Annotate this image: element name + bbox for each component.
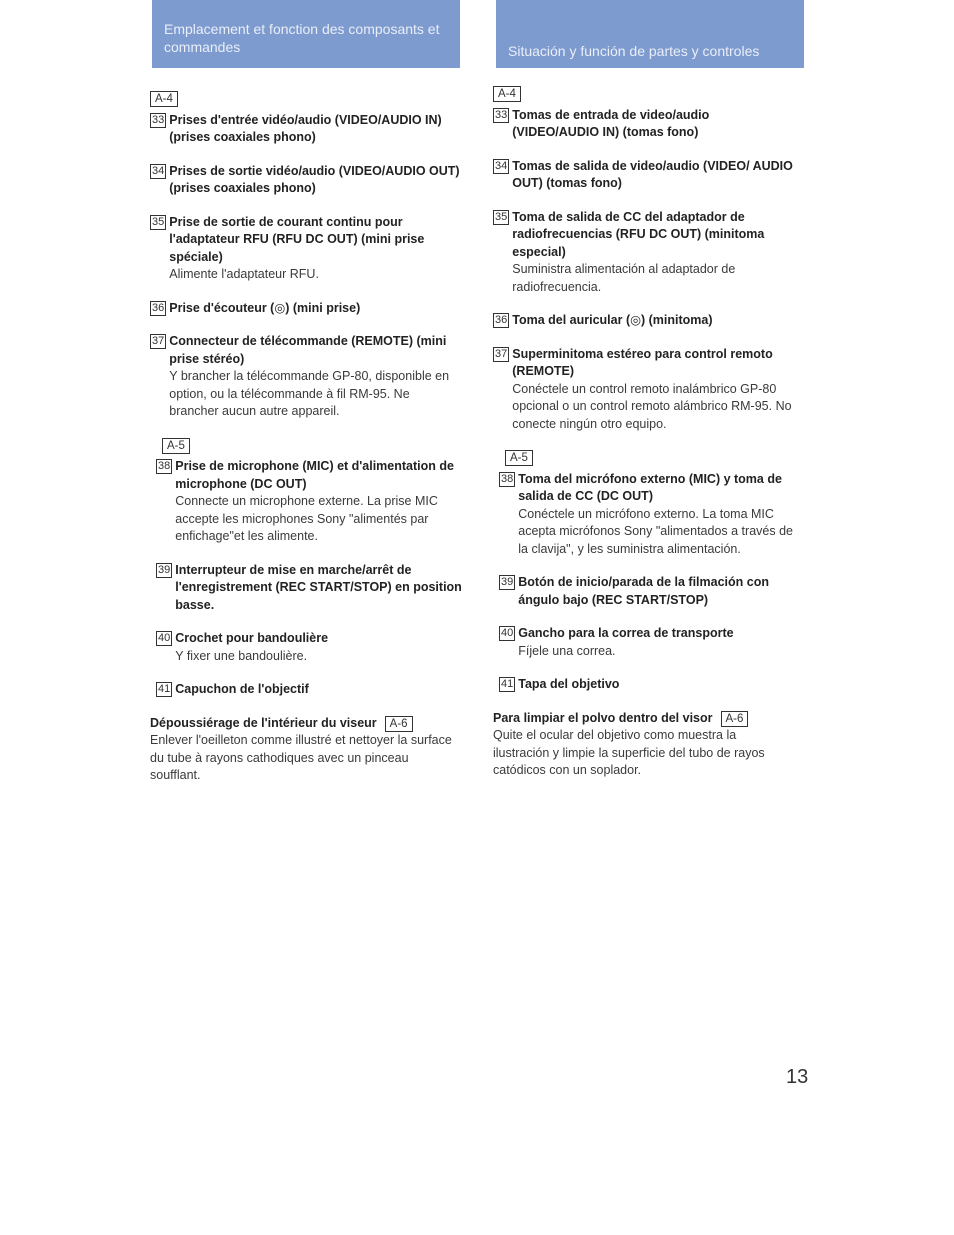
list-item	[493, 312, 795, 330]
item-text	[512, 209, 795, 297]
figure-ref-box: A-4	[493, 86, 521, 102]
list-item	[156, 681, 462, 699]
item-number: 36	[495, 314, 508, 326]
item-description: Y fixer une bandoulière.	[175, 648, 308, 663]
item-text	[175, 681, 462, 699]
item-number: 34	[152, 164, 165, 177]
page-number: 13	[786, 1066, 809, 1088]
item-number: 35	[495, 210, 508, 223]
note-body: Quite el ocular del objetivo como muestra la ilustración y limpie la superficie del tubo de rayos catódicos con un soplador.	[493, 728, 765, 777]
item-text	[512, 107, 795, 142]
header-title-french: Emplacement et fonction des composants et commandes	[164, 21, 440, 55]
note-title	[150, 715, 462, 733]
note-title-text: Dépoussiérage de l'intérieur du viseur	[150, 715, 377, 730]
note-body: Enlever l'oeilleton comme illustré et nettoyer la surface du tube à rayons cathodiques avec un pinceau soufflant.	[150, 733, 452, 782]
item-title: Interrupteur de mise en marche/arrêt de l'enregistrement (REC START/STOP) en position basse.	[175, 562, 462, 612]
note-block	[493, 710, 795, 780]
item-number: 36	[152, 301, 165, 314]
item-title: Toma del micrófono externo (MIC) y toma de salida de CC (DC OUT)	[518, 471, 782, 503]
item-text	[512, 312, 795, 330]
item-number: 38	[501, 472, 514, 485]
list-item	[156, 562, 462, 615]
item-text	[169, 300, 462, 318]
item-number: 38	[158, 460, 171, 472]
item-number: 35	[152, 215, 165, 228]
header-banner-french	[152, 0, 460, 68]
item-text	[169, 214, 462, 284]
item-description: Y brancher la télécommande GP-80, disponible en option, ou la télécommande à fil RM-95. Ne brancher aucun autre appareil.	[169, 369, 450, 418]
item-number: 41	[501, 678, 514, 690]
section-ref	[162, 437, 462, 455]
list-item	[150, 163, 462, 198]
item-description: Alimente l'adaptateur RFU.	[169, 267, 319, 281]
item-text	[175, 458, 462, 546]
item-title: Prise de microphone (MIC) et d'alimentation de microphone (DC OUT)	[175, 459, 454, 491]
item-title: Superminitoma estéreo para control remoto (REMOTE)	[512, 346, 773, 378]
item-title: Crochet pour bandoulière	[175, 631, 329, 645]
item-text	[512, 158, 795, 193]
figure-ref-box: A-5	[505, 450, 533, 466]
item-title: Prise d'écouteur (◎) (mini prise)	[169, 300, 361, 315]
item-description: Conéctele un control remoto inalámbrico GP-80 opcional o un control remoto alámbrico RM-95. No conecte ningún otro equipo.	[512, 381, 792, 431]
list-item	[150, 300, 462, 318]
item-text	[512, 346, 795, 434]
item-description: Conéctele un micrófono externo. La toma MIC acepta micrófonos Sony "alimentados a través de la clavija", y les suministra alimentación.	[518, 506, 793, 556]
item-text	[518, 676, 795, 694]
figure-ref-box: A-6	[721, 711, 749, 727]
item-title: Capuchon de l'objectif	[175, 682, 309, 696]
list-item	[499, 471, 795, 559]
item-number: 40	[501, 627, 514, 639]
figure-ref-box: A-4	[150, 91, 178, 107]
list-item	[499, 625, 795, 660]
list-item	[156, 630, 462, 665]
note-block	[150, 715, 462, 785]
note-title-text: Para limpiar el polvo dentro del visor	[493, 710, 713, 725]
item-text	[175, 562, 462, 615]
item-text	[175, 630, 462, 665]
spanish-column	[493, 85, 795, 780]
item-description: Suministra alimentación al adaptador de radiofrecuencia.	[512, 262, 736, 294]
header-title-spanish: Situación y función de partes y controles	[508, 43, 760, 59]
item-title: Tomas de salida de video/audio (VIDEO/ AUDIO OUT) (tomas fono)	[512, 158, 793, 190]
item-number: 34	[495, 159, 508, 172]
item-number: 41	[158, 683, 171, 695]
item-title: Connecteur de télécommande (REMOTE) (mini prise stéréo)	[169, 334, 447, 366]
item-title: Tomas de entrada de video/audio (VIDEO/AUDIO IN) (tomas fono)	[512, 107, 710, 139]
item-number: 39	[158, 563, 171, 576]
list-item	[493, 346, 795, 434]
list-item	[499, 574, 795, 609]
item-title: Prise de sortie de courant continu pour l'adaptateur RFU (RFU DC OUT) (mini prise spéciale)	[169, 214, 425, 264]
list-item	[493, 209, 795, 297]
list-item	[493, 158, 795, 193]
list-item	[493, 107, 795, 142]
item-title: Gancho para la correa de transporte	[518, 626, 734, 640]
figure-ref-box: A-6	[385, 716, 413, 732]
item-text	[518, 574, 795, 609]
item-title: Prises d'entrée vidéo/audio (VIDEO/AUDIO IN) (prises coaxiales phono)	[169, 112, 442, 144]
note-title	[493, 710, 795, 728]
item-description: Connecte un microphone externe. La prise MIC accepte les microphones Sony "alimentés par enfichage"et les alimente.	[175, 494, 438, 543]
item-number: 33	[152, 113, 165, 126]
section-ref	[505, 449, 795, 467]
item-description: Fíjele una correa.	[518, 643, 616, 658]
list-item	[150, 214, 462, 284]
header-banner-spanish	[496, 0, 804, 68]
item-text	[169, 163, 462, 198]
item-number: 40	[158, 632, 171, 644]
item-number: 37	[495, 347, 508, 360]
list-item	[150, 112, 462, 147]
french-column	[150, 90, 462, 785]
item-text	[518, 625, 795, 660]
item-text	[169, 112, 462, 147]
item-text	[518, 471, 795, 559]
list-item	[156, 458, 462, 546]
item-title: Toma de salida de CC del adaptador de radiofrecuencias (RFU DC OUT) (minitoma especial)	[512, 209, 765, 259]
figure-ref-box: A-5	[162, 438, 190, 454]
list-item	[499, 676, 795, 694]
section-ref	[150, 90, 462, 108]
item-text	[169, 333, 462, 421]
item-number: 37	[152, 335, 165, 347]
item-title: Tapa del objetivo	[518, 677, 620, 691]
item-number: 33	[495, 108, 508, 121]
item-number: 39	[501, 576, 514, 588]
item-title: Toma del auricular (◎) (minitoma)	[512, 313, 713, 327]
item-title: Botón de inicio/parada de la filmación con ángulo bajo (REC START/STOP)	[518, 575, 769, 607]
section-ref	[493, 85, 795, 103]
item-title: Prises de sortie vidéo/audio (VIDEO/AUDIO OUT) (prises coaxiales phono)	[169, 163, 460, 195]
list-item	[150, 333, 462, 421]
